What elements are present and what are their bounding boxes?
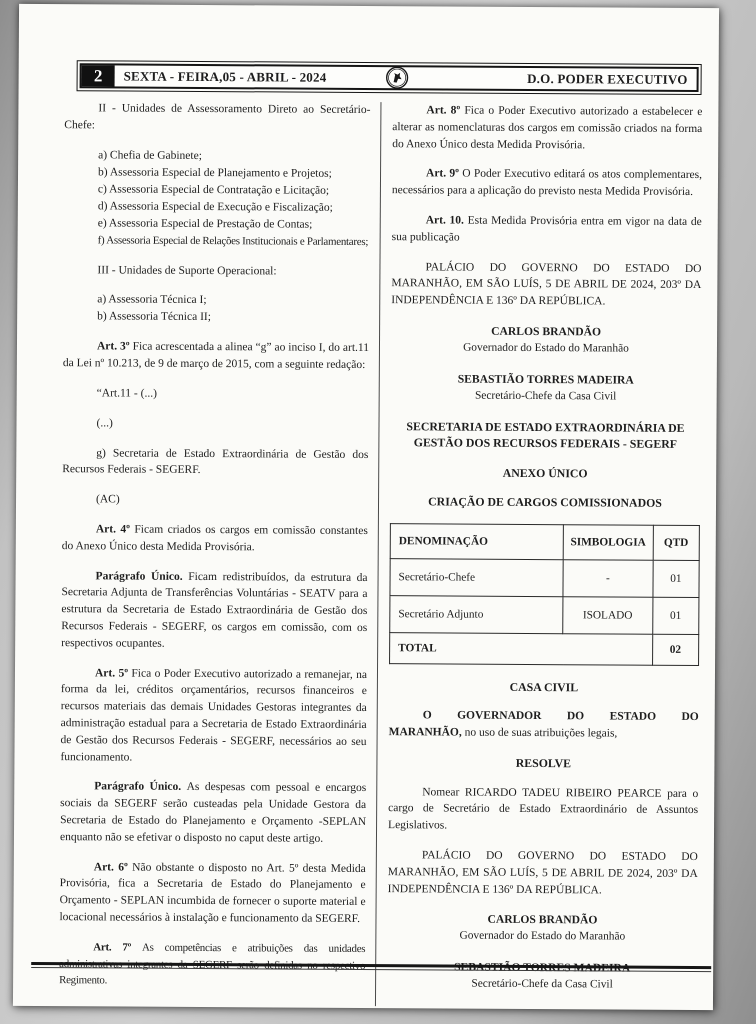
palacio-datum-2: PALÁCIO DO GOVERNO DO ESTADO DO MARANHÃO, EM SÃO LUÍS, 5 DE ABRIL DE 2024, 203º DA INDEPENDÊNCIA E 136º DA REPÚBLICA. [387, 849, 698, 896]
cell-total-label: TOTAL [390, 633, 653, 666]
list-item: f) Assessoria Especial de Relações Institucionais e Parlamentares; [97, 233, 369, 248]
state-coat-of-arms-icon [386, 66, 409, 89]
article-9 [392, 166, 702, 201]
article-7-text: As competências e atribuições das unidades administrativas integrantes da SEGERF serão definidas no respectivo Regimento. [59, 941, 366, 987]
list-item: d) Assessoria Especial de Execução e Fiscalização; [97, 199, 333, 214]
right-column [376, 102, 703, 1008]
section-ii-items [64, 147, 371, 251]
article-8-label: Art. 8º [426, 104, 461, 117]
article-8 [392, 102, 702, 154]
signature-block [387, 910, 697, 946]
signatory-role: Governador do Estado do Maranhão [459, 929, 626, 943]
article-3-text: Fica acrescentada a alinea “g” ao inciso I, do art.11 da Lei nº 10.213, de 9 de março de 2015, com a seguinte redação: [62, 340, 370, 372]
article-3 [63, 339, 369, 374]
page-number: 2 [82, 65, 115, 86]
paragrafo-unico-2 [60, 778, 366, 847]
paragrafo-unico-1 [61, 568, 368, 654]
article-10-text: Esta Medida Provisória entra em vigor na data de sua publicação [391, 214, 702, 244]
governador-text: no uso de suas atribuições legais, [464, 726, 618, 740]
list-item: e) Assessoria Especial de Prestação de Contas; [97, 216, 313, 231]
signatory-role: Secretário-Chefe da Casa Civil [474, 389, 617, 403]
cell-denominacao: Secretário-Chefe [390, 559, 563, 597]
quote-art11: “Art.11 - (...) [96, 387, 157, 400]
article-7-label: Art. 7º [93, 941, 131, 954]
col-header-qtd: QTD [653, 525, 700, 560]
col-header-simbologia: SIMBOLOGIA [563, 525, 653, 561]
list-item: b) Assessoria Técnica II; [97, 310, 211, 324]
secretaria-heading-line2: GESTÃO DOS RECURSOS FEDERAIS - SEGERF [413, 435, 678, 452]
article-8-text: Fica o Poder Executivo autorizado a estabelecer e alterar as nomenclaturas dos cargos em comissão criados na forma do Anexo Único desta Medida Provisória. [392, 104, 703, 151]
edition-date: SEXTA - FEIRA,05 - ABRIL - 2024 [123, 68, 327, 85]
article-10-label: Art. 10. [425, 214, 464, 227]
anexo-heading: ANEXO ÚNICO [502, 465, 588, 481]
list-item: c) Assessoria Especial de Contratação e Licitação; [97, 182, 330, 197]
paragrafo-unico-2-text: As despesas com pessoal e encargos sociais da SEGERF serão custeadas pela Unidade Gestora da Secretaria de Estado do Planejamento e Orçamento -SEPLAN enquanto não se efetivar o disposto no caput deste artigo. [59, 781, 367, 845]
secretaria-heading [390, 418, 700, 453]
signatory-role: Governador do Estado do Maranhão [463, 341, 629, 355]
article-4 [62, 521, 368, 556]
cell-simbologia: - [563, 560, 653, 598]
casa-civil-heading: CASA CIVIL [509, 679, 579, 695]
cell-total-qtd: 02 [652, 634, 699, 665]
article-4-label: Art. 4º [95, 523, 131, 536]
article-5-text: Fica o Poder Executivo autorizado a remanejar, na forma da lei, créditos orçamentários, recursos financeiros e recursos materiais das demais Unidades Gestoras integrantes da administração estadual para a Secretaria de Estado Extraordinária de Gestão dos Recursos Federais - SEGERF, necessários ao seu funcionamento. [60, 667, 368, 764]
palacio-datum-1: PALÁCIO DO GOVERNO DO ESTADO DO MARANHÃO, EM SÃO LUÍS, 5 DE ABRIL DE 2024, 203º DA INDEPENDÊNCIA E 136º DA REPÚBLICA. [391, 260, 702, 308]
list-item: a) Chefia de Gabinete; [98, 148, 202, 162]
signatory-role: Secretário-Chefe da Casa Civil [471, 977, 613, 991]
cell-denominacao: Secretário Adjunto [390, 596, 563, 634]
masthead-inner [80, 63, 699, 92]
nomear-paragraph: Nomear RICARDO TADEU RIBEIRO PEARCE para o cargo de Secretário de Estado Extraordinário de Assuntos Legislativos. [388, 785, 699, 832]
cargos-table [389, 523, 700, 666]
resolve-heading: RESOLVE [515, 755, 572, 771]
gazette-title: D.O. PODER EXECUTIVO [527, 70, 688, 87]
article-4-text: Ficam criados os cargos em comissão constantes do Anexo Único desta Medida Provisória. [61, 523, 368, 554]
signatory-name: CARLOS BRANDÃO [491, 324, 602, 339]
section-ii-heading: II - Unidades de Assessoramento Direto ao Secretário-Chefe: [64, 102, 371, 132]
paragrafo-unico-1-label: Parágrafo Único. [95, 569, 183, 583]
signature-block [391, 322, 701, 358]
left-column [59, 100, 381, 1006]
article-5 [60, 665, 367, 768]
criacao-heading: CRIAÇÃO DE CARGOS COMISSIONADOS [428, 494, 662, 511]
list-item: b) Assessoria Especial de Planejamento e Projetos; [98, 165, 332, 180]
article-6-label: Art. 6º [93, 860, 128, 874]
governador-paragraph [389, 708, 699, 743]
cell-qtd: 01 [652, 597, 699, 634]
alinea-g: g) Secretaria de Estado Extraordinária de Gestão dos Recursos Federais - SEGERF. [62, 446, 369, 477]
masthead-band [77, 60, 702, 95]
article-10 [392, 212, 702, 247]
table-header-row [390, 524, 699, 561]
article-9-text: O Poder Executivo editará os atos complementares, necessários para a aplicação do previsto nesta Medida Provisória. [391, 167, 703, 199]
governador-lead: O GOVERNADOR DO ESTADO DO MARANHÃO, [388, 709, 699, 739]
table-row [390, 559, 699, 598]
article-6 [59, 859, 365, 928]
table-total-row [390, 633, 699, 666]
table-row [390, 596, 699, 635]
secretaria-heading-line1: SECRETARIA DE ESTADO EXTRAORDINÁRIA DE [406, 419, 685, 435]
signatory-name: CARLOS BRANDÃO [487, 913, 598, 927]
section-iii-items [63, 292, 369, 328]
signatory-name: SEBASTIÃO TORRES MADEIRA [454, 960, 631, 975]
col-header-denominacao: DENOMINAÇÃO [390, 524, 563, 560]
article-6-text: Não obstante o disposto no Art. 5º desta Medida Provisória, fica a Secretaria de Estado do Planejamento e Orçamento - SEPLAN incumbida de fornecer o suporte material e locacional necessários à instalação e funcionamento da SEGERF. [59, 861, 366, 925]
signature-block [391, 370, 701, 406]
page-body [59, 100, 703, 1008]
gazette-page [13, 4, 719, 1010]
paragrafo-unico-2-label: Parágrafo Único. [94, 780, 182, 794]
article-9-label: Art. 9º [426, 167, 460, 180]
paragrafo-unico-1-text: Ficam redistribuídos, da estrutura da Secretaria Adjunta de Transferências Voluntárias - SEATV para a estrutura da Secretaria de Estado Extraordinária de Gestão dos Recursos Federais - SEGERF, os cargos em comissão, com os respectivos ocupantes. [61, 570, 368, 650]
section-iii-heading: III - Unidades de Suporte Operacional: [97, 263, 277, 278]
cell-simbologia: ISOLADO [563, 597, 653, 635]
article-5-label: Art. 5º [94, 666, 129, 680]
quote-ellipsis: (...) [96, 417, 113, 430]
article-3-label: Art. 3º [96, 340, 130, 353]
cell-qtd: 01 [653, 560, 700, 597]
signatory-name: SEBASTIÃO TORRES MADEIRA [457, 372, 634, 387]
ac-mark: (AC) [96, 493, 120, 506]
list-item: a) Assessoria Técnica I; [97, 293, 207, 307]
